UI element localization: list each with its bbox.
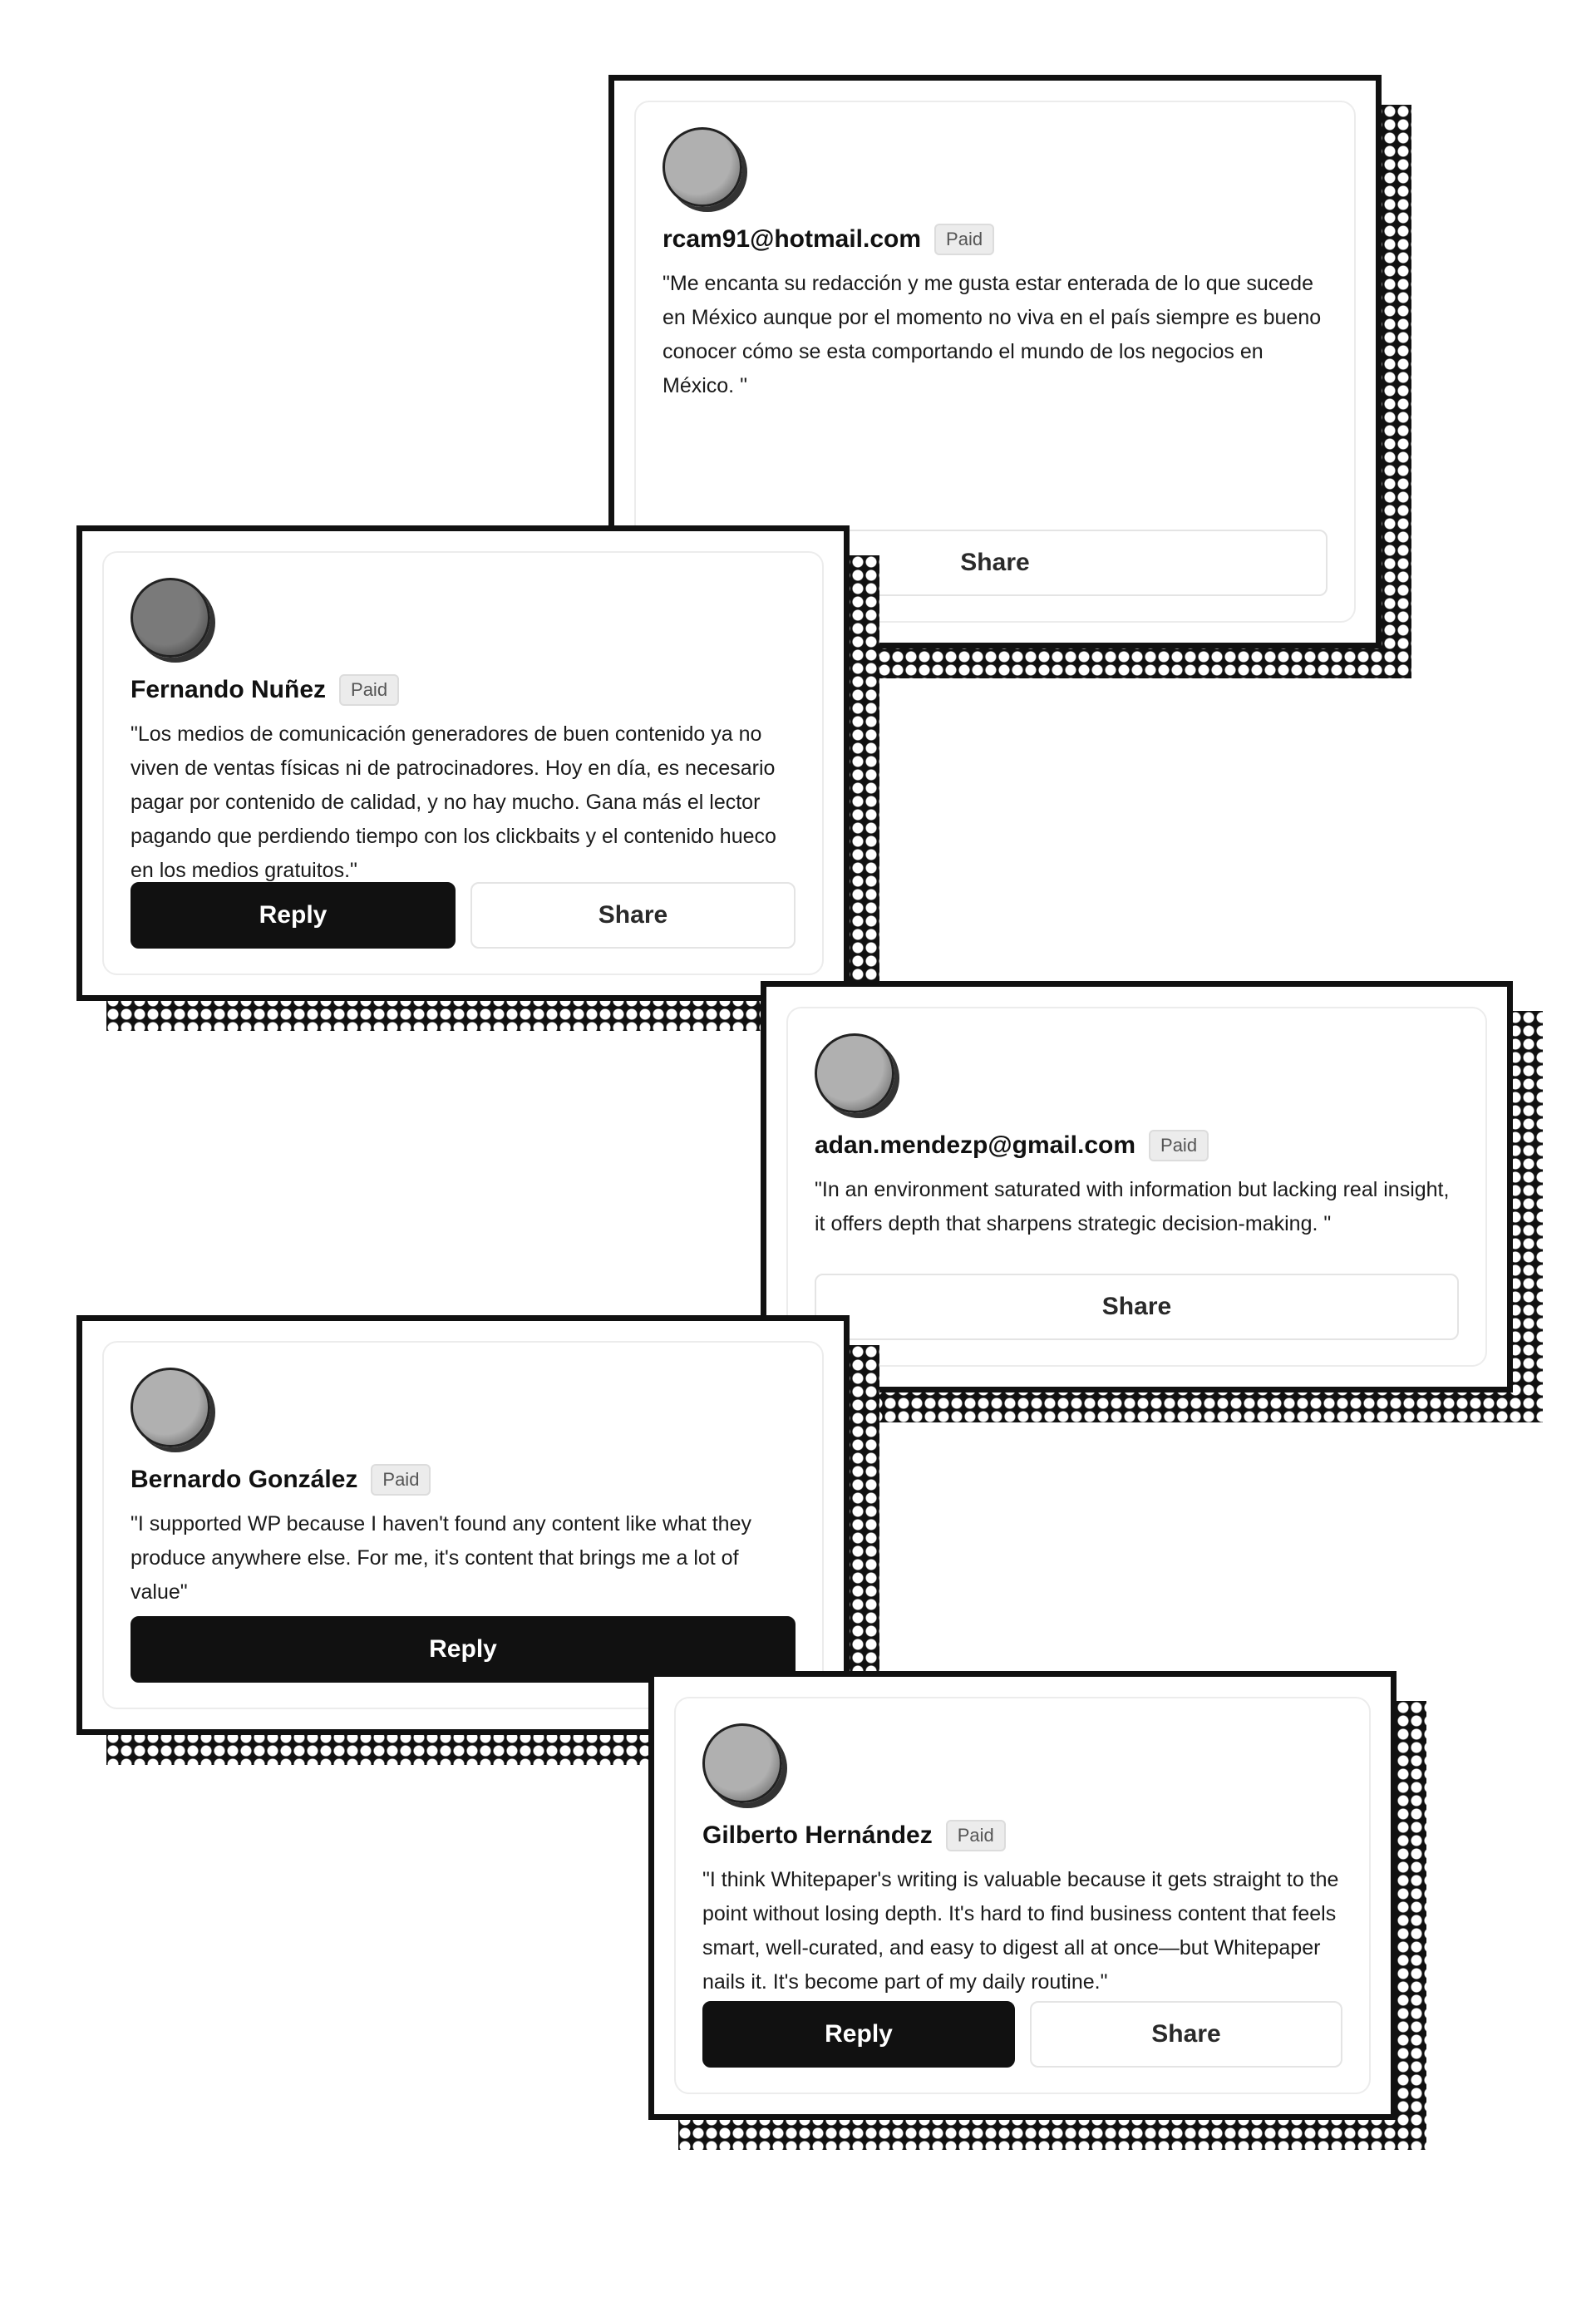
comment-card (648, 1671, 1396, 2120)
comment-text: "I think Whitepaper's writing is valuable because it gets straight to the point without losing depth. It's hard to find business content that feels smart, well-curated, and easy to digest all at once—but Whitepaper nails it. It's become part of my daily routine." (702, 1868, 1339, 1994)
comment-header (131, 1464, 796, 1496)
reply-button[interactable]: Reply (131, 1616, 796, 1683)
paid-badge: Paid (371, 1464, 431, 1496)
comment-header (702, 1820, 1342, 1851)
author-name[interactable]: Bernardo González (131, 1466, 358, 1493)
card-frame (761, 981, 1513, 1393)
share-button[interactable]: Share (470, 882, 796, 949)
comment-body (674, 1697, 1371, 2094)
share-button[interactable]: Share (815, 1274, 1459, 1340)
comment-body (786, 1007, 1487, 1367)
comment-actions (131, 882, 796, 949)
author-name[interactable]: Gilberto Hernández (702, 1821, 933, 1849)
avatar[interactable] (131, 1368, 210, 1447)
avatar[interactable] (702, 1723, 782, 1803)
share-button[interactable]: Share (1030, 2001, 1342, 2068)
reply-button[interactable]: Reply (131, 882, 456, 949)
avatar[interactable] (663, 127, 742, 207)
avatar[interactable] (131, 578, 210, 658)
card-frame (648, 1671, 1396, 2120)
comment-text: "Me encanta su redacción y me gusta estar enterada de lo que sucede en México aunque por el momento no viva en el país siempre es bueno conocer cómo se esta comportando el mundo de los negocios en México. " (663, 272, 1322, 397)
author-name[interactable]: rcam91@hotmail.com (663, 225, 922, 253)
comment-actions (815, 1274, 1459, 1340)
paid-badge: Paid (1149, 1130, 1209, 1161)
comment-body (102, 551, 824, 975)
comment-body (102, 1341, 824, 1709)
comment-card (76, 525, 850, 1001)
author-name[interactable]: adan.mendezp@gmail.com (815, 1131, 1136, 1159)
comment-header (815, 1130, 1459, 1161)
comment-header (663, 224, 1328, 255)
share-button[interactable]: Share (663, 530, 1328, 596)
card-frame (76, 525, 850, 1001)
comment-text: "In an environment saturated with information but lacking real insight, it offers depth that sharpens strategic decision-making. " (815, 1178, 1450, 1235)
comment-card (761, 981, 1513, 1393)
paid-badge: Paid (946, 1820, 1006, 1851)
comment-actions (702, 2001, 1342, 2068)
comment-text: "I supported WP because I haven't found any content like what they produce anywhere else. For me, it's content that brings me a lot of value" (131, 1512, 751, 1604)
avatar[interactable] (815, 1033, 894, 1113)
comment-text: "Los medios de comunicación generadores de buen contenido ya no viven de ventas físicas ni de patrocinadores. Hoy en día, es necesario pagar por contenido de calidad, y no hay mucho. Gana más el lector pagando que perdiendo tiempo con los clickbaits y el contenido hueco en los medios gratuitos." (131, 722, 776, 882)
paid-badge: Paid (339, 674, 399, 706)
author-name[interactable]: Fernando Nuñez (131, 676, 327, 703)
reply-button[interactable]: Reply (702, 2001, 1015, 2068)
comment-header (131, 674, 796, 706)
paid-badge: Paid (934, 224, 994, 255)
